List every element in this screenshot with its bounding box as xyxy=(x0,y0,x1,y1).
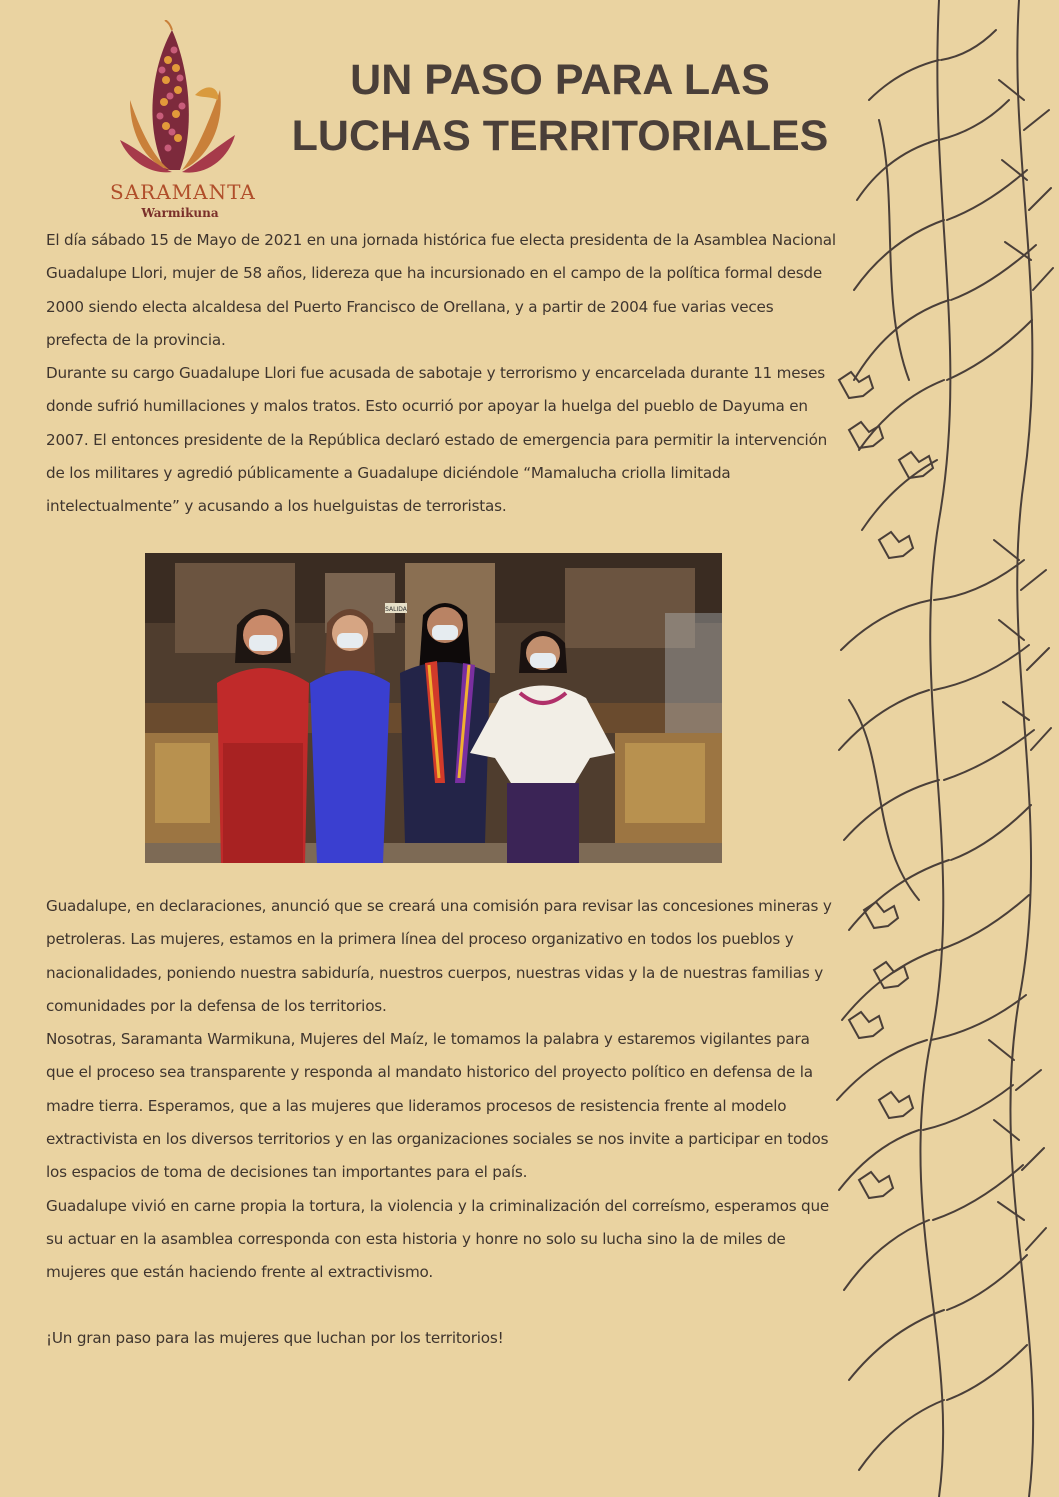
title-line-2: LUCHAS TERRITORIALES xyxy=(291,112,829,160)
title-line-1: UN PASO PARA LAS xyxy=(350,56,770,104)
paragraph-1: El día sábado 15 de Mayo de 2021 en una jornada histórica fue electa presidenta de la Asamblea Nacional Guadalupe Llori, mujer de 58 años, lidereza que ha incursionado en el campo de la política formal desde 2000 siendo electa alcaldesa del Puerto Francisco de Orellana, y a partir de 2004 fue varias veces prefecta de la provincia. xyxy=(46,231,836,349)
botanical-illustration xyxy=(819,0,1059,1497)
paragraph-3: Guadalupe, en declaraciones, anunció que se creará una comisión para revisar las concesiones mineras y petroleras. Las mujeres, estamos en la primera línea del proceso organizativo en todos los pueblos y nacionalidades, poniendo nuestra sabiduría, nuestros cuerpos, nuestras vidas y la de nuestras familias y comunidades por la defensa de los territorios. xyxy=(46,897,832,1015)
closing-line: ¡Un gran paso para las mujeres que luchan por los territorios! xyxy=(46,1329,504,1347)
logo-subtitle: Warmikuna xyxy=(141,206,219,220)
article-body xyxy=(46,890,836,1290)
group-photo xyxy=(145,553,722,863)
paragraph-4: Nosotras, Saramanta Warmikuna, Mujeres del Maíz, le tomamos la palabra y estaremos vigilantes para que el proceso sea transparente y responda al mandato historico del proyecto político en defensa de la madre tierra. Esperamos, que a las mujeres que lideramos procesos de resistencia frente al modelo extractivista en los diversos territorios y en las organizaciones sociales se nos invite a participar en todos los espacios de toma de decisiones tan importantes para el país. xyxy=(46,1030,829,1182)
corn-icon xyxy=(110,20,250,180)
logo-wordmark: SARAMANTA xyxy=(110,180,256,204)
page-title xyxy=(270,52,850,164)
paragraph-5: Guadalupe vivió en carne propia la tortura, la violencia y la criminalización del correísmo, esperamos que su actuar en la asamblea corresponda con esta historia y honre no solo su lucha sino la de miles de mujeres que están haciendo frente al extractivismo. xyxy=(46,1196,830,1282)
exit-sign: SALIDA xyxy=(385,606,407,613)
paragraph-2: Durante su cargo Guadalupe Llori fue acusada de sabotaje y terrorismo y encarcelada durante 11 meses donde sufrió humillaciones y malos tratos. Esto ocurrió por apoyar la huelga del pueblo de Dayuma en 2007. El entonces presidente de la República declaró estado de emergencia para permitir la intervención de los militares y agredió públicamente a Guadalupe diciéndole “Mamalucha criolla limitada intelectualmente” y acusando a los huelguistas de terroristas. xyxy=(46,364,828,516)
article-intro xyxy=(46,224,836,524)
saramanta-logo xyxy=(110,20,256,220)
photo-image xyxy=(145,553,722,863)
article-closing xyxy=(46,1322,836,1355)
